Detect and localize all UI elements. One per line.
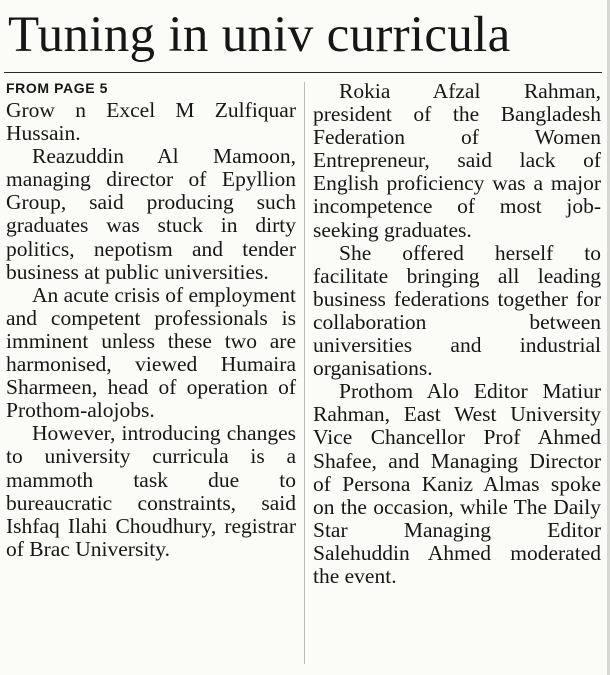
continuation-kicker: FROM PAGE 5: [6, 80, 109, 96]
paragraph: Prothom Alo Editor Matiur Rahman, East West University Vice Chancellor Prof Ahmed Shafee, and Managing Director of Persona Kaniz Almas spoke on the occasion, while The Daily Star Managing Editor Salehuddin Ahmed moderated the event.: [313, 379, 601, 588]
paragraph: Rokia Afzal Rahman, president of the Bangladesh Federation of Women Entrepreneur, said lack of English proficiency was a major incompetence of most job-seeking graduates.: [313, 79, 601, 242]
column-divider: [304, 82, 305, 664]
headline-rule: [4, 72, 602, 73]
paragraph: An acute crisis of employment and competent professionals is imminent unless these two are harmonised, viewed Humaira Sharmeen, head of operation of Prothom-alojobs.: [6, 282, 296, 423]
paragraph: She offered herself to facilitate bringing all leading business federations together for collaboration between universities and industrial organisations.: [313, 240, 601, 381]
left-column: [6, 80, 296, 561]
paragraph: Grow n Excel M Zulfiquar Hussain.: [6, 98, 296, 146]
paragraph: Reazuddin Al Mamoon, managing director of Epyllion Group, said producing such graduates was stuck in dirty politics, nepotism and tender business at public universities.: [6, 144, 296, 284]
right-column: [313, 80, 601, 588]
paragraph: However, introducing changes to university curricula is a mammoth task due to bureaucratic constraints, said Ishfaq Ilahi Choudhury, registrar of Brac University.: [6, 421, 296, 561]
headline: Tuning in univ curricula: [8, 7, 511, 63]
